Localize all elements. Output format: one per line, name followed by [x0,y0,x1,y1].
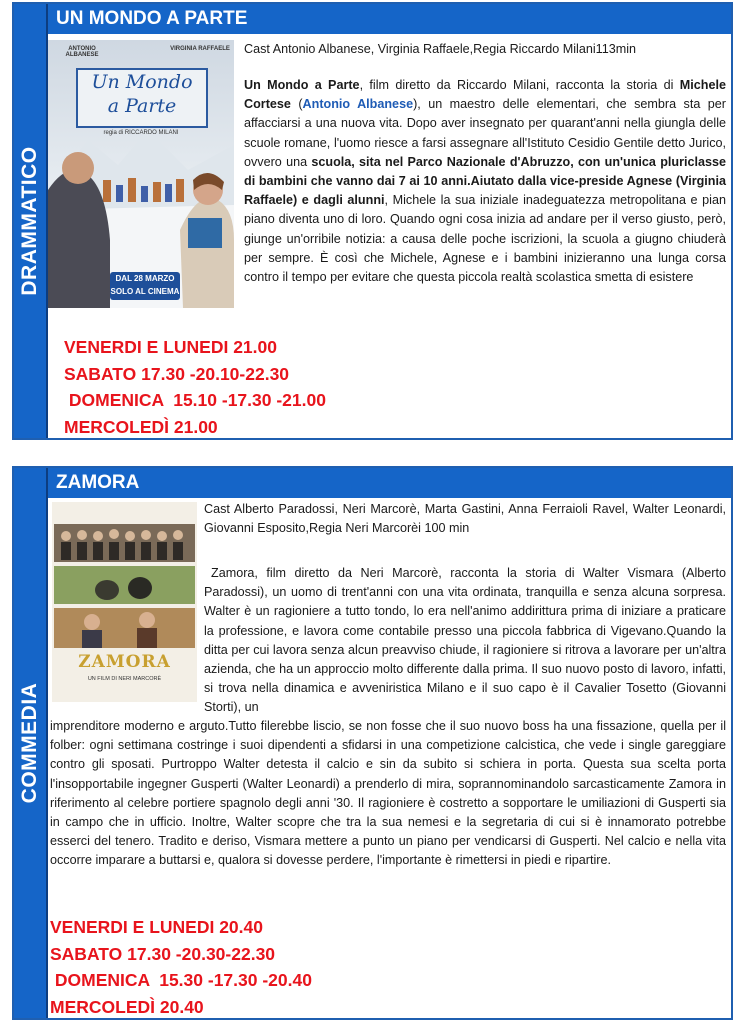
showtime-row: SABATO 17.30 -20.10-22.30 [64,363,290,384]
poster-director: UN FILM DI NERI MARCORÈ [87,676,162,682]
showtime-row: SABATO 17.30 -20.30-22.30 [50,943,276,964]
synopsis-lower: imprenditore moderno e arguto.Tutto filerebbe liscio, se non fosse che il suo nuovo boss ha una fissazione, quella per il folber: ogni settimana costringe i suoi dipendenti a sfidarsi in una competizione calcistica, che vede i single gareggiare contro gli sposati. Purtroppo Walter detesta il calcio e sin da subito si schiera in porta. Questa sua scelta porta l'insopportabile ingegner Gusperti (Walter Leonardi) a prenderlo di mira, soprannominandolo sarcasticamente Zamora in riferimento al celebre portiere spagnolo degli anni '30. Il ragioniere è costretto a sopportare le umiliazioni di Gusperti sia in campo che in ufficio. Inoltre, Walter scopre che tra la sua nemesi e la segretaria di cui si è innamorato potrebbe esserci del tenero. Tradito e deriso, Vismara mettere a punto un piano per vendicarsi di Gusperti. Nel calcio e nella vita occorre imparare a buttarsi e, qualora si dovesse perdere, l'importante è rimettersi in piedi e ripartire. [50,719,726,868]
movie-poster [48,40,234,308]
poster-logo-box [76,68,208,128]
showtime-row: DOMENICA 15.10 -17.30 -21.00 [64,390,326,410]
film-card-un-mondo-a-parte [12,2,733,440]
synopsis-actor-link: Antonio Albanese [302,97,414,112]
synopsis-bold: scuola, sita nel Parco Nazionale d'Abruzzo, con un'unica pluriclasse di bambini che vanno dai 7 ai 10 anni. [244,154,726,189]
synopsis-text: ( [290,97,303,112]
showtimes [64,334,326,440]
genre-label: DRAMMATICO [18,146,41,296]
showtime-row: MERCOLEDÌ 20.40 [50,996,204,1017]
synopsis [244,76,726,287]
showtime-row: VENERDI E LUNEDI 20.40 [50,917,263,937]
synopsis-bold: Aiutato dalla vice-preside Agnese (Virginia Raffaele) e dagli alunni [244,174,726,208]
showtime-row: MERCOLEDÌ 21.00 [64,416,218,437]
synopsis-text: ), un maestro delle elementari, che sembra sta per affacciarsi a una nuova vita. Dopo aver insegnato per quarant'anni nella giungla delle scuole romane, l'uomo riesce a farsi assegnare all'Istituto Cesidio Gentile detto Jurico, ovvero una [244,97,726,169]
cast-line: Cast Alberto Paradossi, Neri Marcorè, Marta Gastini, Anna Ferraioli Ravel, Walter Leonardi, Giovanni Esposito,Regia Neri Marcorèi 100 min [204,502,726,535]
synopsis-character: Michele Cortese [244,78,726,112]
synopsis-text: , Michele la sua iniziale inadeguatezza metropolitana e pian piano diventa uno di loro. Quando ogni cosa inizia ad andare per il verso giusto, però, giunge un'orribile notizia: a causa delle poche iscrizioni, la scuola a giugno chiuderà per sempre. È così che Michele, Agnese e i bambini inizieranno una lunga corsa contro il tempo per evitare che questa piccola realtà scolastica smetta di esistere [244,193,726,285]
poster-release-line2: SOLO AL CINEMA [110,287,180,296]
film-title: UN MONDO A PARTE [48,4,731,34]
showtime-row: VENERDI E LUNEDI 21.00 [64,337,277,357]
film-card-zamora [12,466,733,1020]
poster-illustration [52,502,197,702]
poster-logo-line1: Un Mondo [91,71,193,93]
synopsis-upper: Zamora, film diretto da Neri Marcorè, racconta la storia di Walter Vismara (Alberto Paradossi), un uomo di trent'anni con una vita ordinata, tranquilla e senza alcuna sorpresa. Walter è un ragioniere a tutto tondo, lo era nell'animo addirittura prima di iniziare a praticare la professione, e lavora come contabile presso una piccola fabbrica di Vigevano.Quando la ditta per cui lavora senza alcun preavviso chiude, il ragioniere si ritrova a lavorare per un'altra azienda, che ha un approccio molto differente dalla prima. Il suo nuovo posto di lavoro, infatti, si trova nella dinamica e avveniristica Milano e il suo capo è il Cavalier Tosetto (Giovanni Storti), un [204,566,726,715]
film-title: ZAMORA [48,468,731,498]
poster-logo-line2: a Parte [107,95,177,117]
poster-release-badge [110,272,180,300]
synopsis-text: , film diretto da Riccardo Milani, racconta la storia di [359,78,680,92]
synopsis-title: Un Mondo a Parte [244,78,360,92]
showtime-row: DOMENICA 15.30 -17.30 -20.40 [50,970,312,990]
genre-label: COMMEDIA [18,682,41,804]
poster-release-line1: DAL 28 MARZO [115,274,175,283]
poster-actor-left: ANTONIO ALBANESE [65,46,99,58]
genre-sidebar [14,468,48,1018]
cast-line: Cast Antonio Albanese, Virginia Raffaele,Regia Riccardo Milani113min [244,42,637,56]
poster-logo: ZAMORA [78,652,171,672]
poster-actor-right: VIRGINIA RAFFAELE [170,46,230,52]
movie-poster [52,502,197,702]
showtimes [50,914,312,1020]
poster-director: regia di RICCARDO MILANI [103,130,179,136]
genre-sidebar [14,4,48,438]
